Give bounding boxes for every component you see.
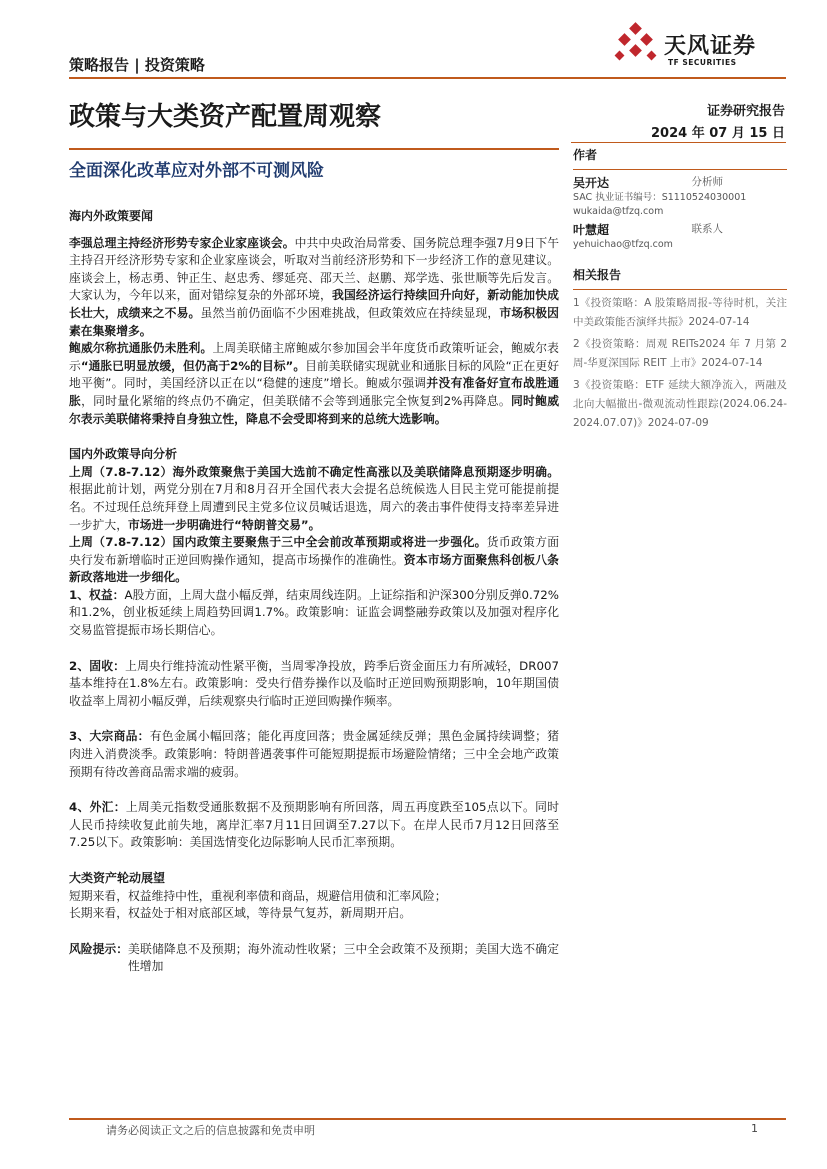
- author-name: 吴开达: [573, 176, 610, 190]
- related-divider: [573, 289, 787, 290]
- list-item: [69, 799, 559, 852]
- date-divider: [571, 142, 786, 143]
- author-cert: SAC 执业证书编号：S1110524030001: [573, 192, 747, 203]
- body-text: 上周央行维持流动性紧平衡，当周零净投放，跨季后资金面压力有所减轻，DR007基本维持在1.8%左右。政策影响：受央行借券操作以及临时正逆回购预期影响，10年期国债收益率上周初小幅反弹，后续观察央行临时正逆回购操作频率。: [69, 658, 559, 708]
- logo-mark-icon: [612, 22, 662, 72]
- company-logo: [612, 22, 772, 72]
- bold-text: 李强总理主持经济形势专家企业家座谈会。: [69, 235, 295, 250]
- body-text: 虽然当前仍面临不少困难挑战，但政策效应在持续显现，: [200, 305, 500, 320]
- related-heading: 相关报告: [573, 268, 622, 282]
- bold-text: 上周（7.8-7.12）海外政策聚焦于美国大选前不确定性高涨以及美联储降息预期逐步明确。: [69, 464, 559, 479]
- bold-text: 资本市场方面聚焦科创板八条新政落地进一步细化。: [69, 552, 559, 585]
- paragraph: 短期来看，权益维持中性，重视利率债和商品，规避信用债和汇率风险；: [69, 888, 447, 903]
- section-heading: 大类资产轮动展望: [69, 871, 166, 885]
- report-type: 证券研究报告: [706, 104, 785, 119]
- paragraph: [69, 464, 559, 534]
- body-text: 目前美联储实现就业和通胀目标的风险“正在更好地平衡”。同时，美国经济以正在以“稳健的速度”增长。鲍威尔强调: [69, 358, 559, 391]
- related-report-link[interactable]: 3《投资策略：ETF 延续大额净流入，两融及北向大幅撤出-微观流动性跟踪(2024.06.24-2024.07.07)》2024-07-09: [573, 379, 787, 429]
- page-title: 政策与大类资产配置周观察: [69, 102, 382, 132]
- section-heading: 海内外政策要闻: [69, 209, 154, 223]
- bold-text: 1、权益：: [69, 587, 125, 602]
- author-email[interactable]: yehuichao@tfzq.com: [573, 239, 673, 250]
- bold-text: 上周（7.8-7.12）国内政策主要聚焦于三中全会前改革预期或将进一步强化。: [69, 535, 487, 550]
- body-text: A股方面，上周大盘小幅反弹，结束周线连阴。上证综指和沪深300分别反弹0.72%和1.2%，创业板延续上周趋势回调1.7%。政策影响：证监会调整融券政策以及加强对程序化交易监管提振市场长期信心。: [69, 587, 559, 638]
- body-text: 上周美元指数受通胀数据不及预期影响有所回落，周五再度跌至105点以下。同时人民币持续收复此前失地，离岸汇率7月11日回调至7.27以下。在岸人民币7月12日回落至7.25以下。政策影响：美国选情变化边际影响人民币汇率预期。: [69, 800, 559, 850]
- bold-text: 4、外汇：: [69, 800, 126, 815]
- risk-warning: [69, 941, 559, 976]
- section-heading: 国内外政策导向分析: [69, 447, 178, 462]
- related-report-link[interactable]: 2《投资策略：周观 REITs2024 年 7 月第 2 周-华夏深国际 REIT 上市》2024-07-14: [573, 338, 787, 369]
- author-block: [573, 221, 787, 252]
- body-text: ，同时量化紧缩的终点仍不确定，但美联储不会等到通胀完全恢复到2%再降息。: [81, 393, 511, 408]
- author-role: 联系人: [691, 223, 723, 235]
- author-block: [573, 174, 787, 219]
- logo-text-en: TF SECURITIES: [668, 58, 737, 67]
- report-body: [69, 208, 559, 976]
- page-subtitle: 全面深化改革应对外部不可测风险: [69, 161, 324, 181]
- body-text: 中共中央政治局常委、国务院总理李强7月9日下午主持召开经济形势专家和企业家座谈会，听取对当前经济形势和下一步经济工作的意见建议。座谈会上，杨志勇、钟正生、赵忠秀、缪延亮、邵天兰、赵鹏、郑学选、张世顺等先后发言。大家认为，今年以来，面对错综复杂的外部环境，: [69, 235, 559, 303]
- list-item: [69, 658, 559, 711]
- report-date: 2024 年 07 月 15 日: [651, 126, 785, 141]
- authors-heading: 作者: [573, 148, 598, 162]
- body-text: 根据此前计划，两党分别在7月和8月召开全国代表大会提名总统候选人目民主党可能提前提名。不过现任总统拜登上周遭到民主党多位议员喊话退选，周六的袭击事件使得支持率差异进一步扩大，: [69, 482, 559, 532]
- bold-text: 3、大宗商品：: [69, 729, 150, 744]
- related-report-link[interactable]: 1《投资策略：A 股策略周报-等待时机，关注中美政策能否演绎共振》2024-07-14: [573, 297, 787, 328]
- bold-text: 市场积极因素在集聚增多。: [69, 305, 559, 338]
- paragraph: 长期来看，权益处于相对底部区域，等待景气复苏，新周期开启。: [69, 906, 412, 921]
- header-divider: [69, 77, 786, 79]
- bold-text: 市场进一步明确进行“特朗普交易”。: [128, 517, 321, 532]
- list-item: [69, 728, 559, 781]
- risk-label: 风险提示：: [69, 941, 128, 956]
- sidebar: [573, 146, 787, 436]
- paragraph: [69, 534, 559, 587]
- bold-text: 我国经济运行持续回升向好，新动能加快成长壮大，成绩来之不易。: [69, 288, 559, 320]
- logo-text-cn: 天风证券: [664, 34, 757, 59]
- footer-divider: [69, 1118, 786, 1120]
- paragraph: [69, 340, 559, 428]
- body-text: 有色金属小幅回落；能化再度回落；贵金属延续反弹；黑色金属持续调整；猪肉进入消费淡季。政策影响：特朗普遇袭事件可能短期提振市场避险情绪；三中全会地产政策预期有待改善商品需求端的疲弱。: [69, 729, 559, 779]
- bold-text: 并没有准备好宣布战胜通胀: [69, 376, 559, 408]
- risk-text: 美联储降息不及预期；海外流动性收紧；三中全会政策不及预期；美国大选不确定性增加: [128, 941, 559, 974]
- body-text: 货币政策方面央行发布新增临时正逆回购操作通知，提高市场操作的准确性。: [69, 535, 559, 567]
- disclaimer-note: 请务必阅读正文之后的信息披露和免责申明: [106, 1124, 315, 1137]
- bold-text: “通胀已明显放缓，但仍高于2%的目标”。: [80, 358, 306, 373]
- title-divider: [69, 148, 559, 150]
- page-number: 1: [751, 1122, 758, 1135]
- bold-text: 2、固收：: [69, 658, 126, 673]
- authors-divider: [573, 169, 787, 170]
- author-name: 叶慧超: [573, 223, 610, 237]
- paragraph: [69, 235, 559, 341]
- author-email[interactable]: wukaida@tfzq.com: [573, 206, 664, 217]
- report-category: 策略报告 | 投资策略: [69, 56, 205, 74]
- author-role: 分析师: [691, 176, 723, 188]
- bold-text: 同时鲍威尔表示美联储将秉持自身独立性，降息不会受即将到来的总统大选影响。: [69, 393, 559, 426]
- body-text: 上周美联储主席鲍威尔参加国会半年度货币政策听证会，鲍威尔表示: [69, 341, 559, 373]
- list-item: [69, 587, 559, 640]
- bold-text: 鲍威尔称抗通胀仍未胜利。: [69, 341, 213, 356]
